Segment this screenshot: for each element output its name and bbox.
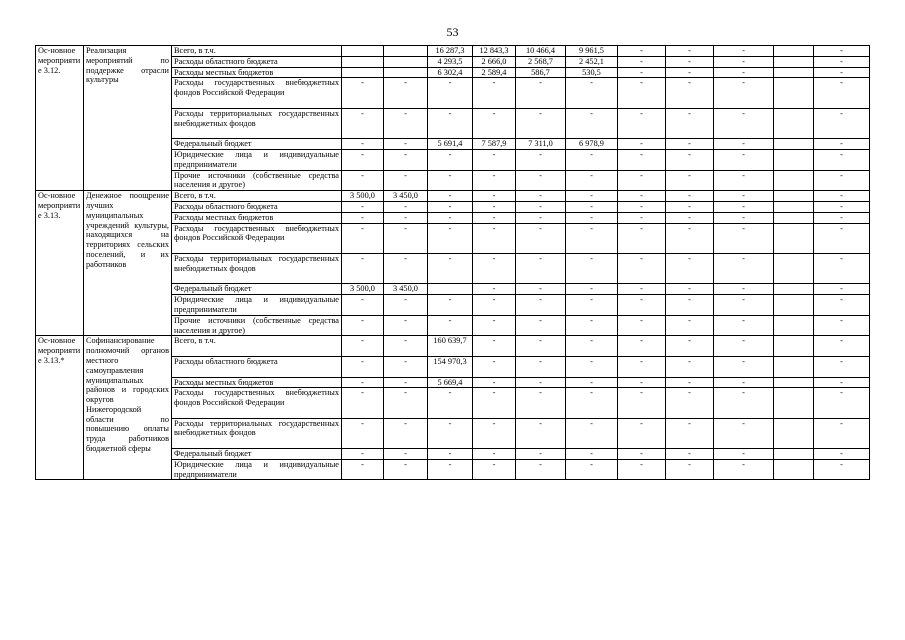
value-cell: -	[618, 78, 666, 108]
value-cell	[774, 295, 814, 316]
value-cell: -	[516, 459, 566, 480]
value-cell: -	[516, 388, 566, 418]
value-cell: -	[618, 418, 666, 448]
value-cell: -	[666, 201, 714, 212]
value-cell: -	[342, 377, 384, 388]
value-cell: -	[714, 170, 774, 191]
value-cell: -	[384, 418, 428, 448]
value-cell: -	[666, 46, 714, 57]
value-cell: -	[516, 336, 566, 357]
value-cell: -	[618, 315, 666, 336]
value-cell: 2 589,4	[473, 67, 516, 78]
value-cell: -	[428, 212, 473, 223]
funding-source: Расходы областного бюджета	[172, 56, 342, 67]
measure-name: Софинансирование полномочий органов местного самоуправления муниципальных районов и городских округов Нижегородской области по повышению оплаты труда работников бюджетной сферы	[84, 336, 172, 480]
value-cell: -	[342, 449, 384, 460]
value-cell: -	[714, 377, 774, 388]
value-cell: -	[384, 78, 428, 108]
value-cell: -	[714, 295, 774, 316]
value-cell	[774, 139, 814, 150]
value-cell: -	[618, 377, 666, 388]
value-cell: -	[342, 336, 384, 357]
value-cell: -	[566, 201, 618, 212]
value-cell	[384, 46, 428, 57]
value-cell: -	[566, 253, 618, 283]
page-number: 53	[446, 25, 459, 39]
value-cell: -	[342, 388, 384, 418]
value-cell: -	[618, 336, 666, 357]
value-cell: -	[384, 108, 428, 138]
value-cell: -	[666, 212, 714, 223]
value-cell: -	[342, 356, 384, 377]
value-cell: -	[814, 139, 870, 150]
value-cell: -	[666, 139, 714, 150]
funding-source: Всего, в т.ч.	[172, 191, 342, 202]
value-cell	[774, 201, 814, 212]
funding-source: Федеральный бюджет	[172, 284, 342, 295]
value-cell: -	[473, 377, 516, 388]
value-cell: 6 978,9	[566, 139, 618, 150]
value-cell: -	[714, 191, 774, 202]
value-cell: -	[618, 223, 666, 253]
value-cell: -	[618, 201, 666, 212]
value-cell: -	[384, 459, 428, 480]
value-cell: -	[384, 356, 428, 377]
value-cell: -	[566, 284, 618, 295]
value-cell: -	[516, 223, 566, 253]
value-cell: -	[618, 284, 666, 295]
budget-table-body	[36, 46, 870, 480]
value-cell: 2 452,1	[566, 56, 618, 67]
value-cell	[774, 449, 814, 460]
funding-source: Расходы территориальных государственных внебюджетных фондов	[172, 253, 342, 283]
value-cell: -	[428, 201, 473, 212]
value-cell: -	[342, 315, 384, 336]
value-cell: -	[566, 212, 618, 223]
value-cell: -	[714, 459, 774, 480]
value-cell: -	[666, 377, 714, 388]
value-cell: -	[516, 201, 566, 212]
value-cell: -	[618, 212, 666, 223]
value-cell: -	[814, 459, 870, 480]
value-cell: -	[618, 149, 666, 170]
value-cell: -	[384, 223, 428, 253]
value-cell: -	[618, 449, 666, 460]
value-cell: -	[473, 253, 516, 283]
value-cell: -	[666, 418, 714, 448]
value-cell: -	[814, 253, 870, 283]
value-cell: -	[516, 449, 566, 460]
value-cell	[774, 191, 814, 202]
value-cell: -	[618, 108, 666, 138]
value-cell: 530,5	[566, 67, 618, 78]
value-cell: -	[473, 295, 516, 316]
value-cell: -	[618, 67, 666, 78]
value-cell	[774, 336, 814, 357]
value-cell	[774, 418, 814, 448]
funding-source: Расходы государственных внебюджетных фондов Российской Федерации	[172, 388, 342, 418]
value-cell: -	[428, 315, 473, 336]
value-cell: -	[473, 201, 516, 212]
value-cell	[774, 459, 814, 480]
value-cell: -	[714, 223, 774, 253]
value-cell: 154 970,3	[428, 356, 473, 377]
value-cell: -	[666, 284, 714, 295]
value-cell	[774, 377, 814, 388]
value-cell	[384, 67, 428, 78]
value-cell: -	[566, 108, 618, 138]
value-cell: -	[384, 315, 428, 336]
value-cell: -	[666, 315, 714, 336]
value-cell: -	[428, 223, 473, 253]
value-cell: -	[814, 149, 870, 170]
value-cell: -	[666, 149, 714, 170]
value-cell: -	[814, 67, 870, 78]
value-cell	[342, 67, 384, 78]
value-cell: -	[618, 459, 666, 480]
value-cell: -	[342, 418, 384, 448]
value-cell: -	[473, 336, 516, 357]
value-cell: 4 293,5	[428, 56, 473, 67]
table-row	[36, 191, 870, 202]
value-cell	[774, 212, 814, 223]
value-cell: -	[618, 56, 666, 67]
funding-source: Расходы территориальных государственных внебюджетных фондов	[172, 418, 342, 448]
value-cell: -	[384, 139, 428, 150]
funding-source: Прочие источники (собственные средства населения и другое)	[172, 170, 342, 191]
value-cell: -	[384, 170, 428, 191]
measure-code: Ос-новное мероприятие 3.13.*	[36, 336, 84, 480]
value-cell: -	[516, 212, 566, 223]
value-cell: -	[473, 108, 516, 138]
value-cell: 3 500,0	[342, 191, 384, 202]
value-cell: -	[814, 315, 870, 336]
value-cell: -	[714, 56, 774, 67]
value-cell: -	[618, 295, 666, 316]
value-cell: 9 961,5	[566, 46, 618, 57]
funding-source: Расходы территориальных государственных внебюджетных фондов	[172, 108, 342, 138]
value-cell: -	[566, 356, 618, 377]
funding-source: Юридические лица и индивидуальные предприниматели	[172, 295, 342, 316]
value-cell: 3 450,0	[384, 191, 428, 202]
value-cell: -	[566, 315, 618, 336]
value-cell	[342, 56, 384, 67]
value-cell: -	[516, 108, 566, 138]
value-cell	[774, 56, 814, 67]
value-cell: -	[516, 315, 566, 336]
funding-source: Федеральный бюджет	[172, 139, 342, 150]
value-cell: -	[342, 108, 384, 138]
value-cell: -	[566, 459, 618, 480]
value-cell: -	[814, 201, 870, 212]
value-cell: -	[814, 418, 870, 448]
value-cell	[774, 108, 814, 138]
budget-table	[35, 45, 870, 480]
value-cell: -	[516, 170, 566, 191]
value-cell: -	[473, 449, 516, 460]
value-cell: -	[666, 223, 714, 253]
value-cell: -	[666, 56, 714, 67]
value-cell: -	[814, 336, 870, 357]
value-cell: -	[566, 149, 618, 170]
value-cell: -	[714, 201, 774, 212]
value-cell	[774, 223, 814, 253]
funding-source: Прочие источники (собственные средства населения и другое)	[172, 315, 342, 336]
value-cell: -	[714, 139, 774, 150]
funding-source: Расходы местных бюджетов	[172, 377, 342, 388]
value-cell: -	[814, 212, 870, 223]
value-cell: -	[342, 139, 384, 150]
value-cell	[428, 284, 473, 295]
value-cell: -	[473, 149, 516, 170]
funding-source: Расходы областного бюджета	[172, 356, 342, 377]
value-cell: -	[473, 284, 516, 295]
value-cell: -	[428, 149, 473, 170]
value-cell: -	[473, 356, 516, 377]
value-cell: -	[714, 284, 774, 295]
value-cell: -	[714, 212, 774, 223]
value-cell	[774, 170, 814, 191]
funding-source: Федеральный бюджет	[172, 449, 342, 460]
value-cell: -	[342, 212, 384, 223]
value-cell: -	[473, 388, 516, 418]
value-cell: -	[666, 67, 714, 78]
value-cell: -	[428, 191, 473, 202]
value-cell: -	[714, 388, 774, 418]
value-cell: -	[473, 418, 516, 448]
value-cell: -	[666, 459, 714, 480]
value-cell: -	[428, 78, 473, 108]
value-cell: -	[666, 108, 714, 138]
value-cell: -	[473, 459, 516, 480]
value-cell: -	[473, 78, 516, 108]
value-cell	[774, 315, 814, 336]
value-cell: -	[566, 449, 618, 460]
value-cell: -	[814, 108, 870, 138]
value-cell: -	[428, 449, 473, 460]
value-cell	[774, 284, 814, 295]
value-cell: 160 639,7	[428, 336, 473, 357]
value-cell: -	[714, 67, 774, 78]
value-cell: -	[566, 377, 618, 388]
value-cell: -	[566, 295, 618, 316]
funding-source: Всего, в т.ч.	[172, 336, 342, 357]
value-cell: -	[566, 223, 618, 253]
value-cell: -	[666, 170, 714, 191]
value-cell: -	[666, 295, 714, 316]
value-cell: -	[814, 78, 870, 108]
value-cell: -	[384, 295, 428, 316]
value-cell: 16 287,3	[428, 46, 473, 57]
value-cell: -	[814, 170, 870, 191]
value-cell: -	[714, 78, 774, 108]
value-cell	[342, 46, 384, 57]
value-cell: -	[384, 253, 428, 283]
value-cell: -	[342, 459, 384, 480]
value-cell: -	[516, 78, 566, 108]
value-cell: 7 311,0	[516, 139, 566, 150]
value-cell: 3 450,0	[384, 284, 428, 295]
value-cell: -	[473, 212, 516, 223]
value-cell	[774, 78, 814, 108]
funding-source: Расходы государственных внебюджетных фондов Российской Федерации	[172, 223, 342, 253]
value-cell: -	[618, 356, 666, 377]
value-cell: -	[342, 201, 384, 212]
value-cell: -	[666, 449, 714, 460]
value-cell: -	[666, 336, 714, 357]
value-cell: -	[428, 108, 473, 138]
value-cell: -	[384, 212, 428, 223]
value-cell: -	[342, 149, 384, 170]
value-cell: -	[714, 418, 774, 448]
value-cell: 3 500,0	[342, 284, 384, 295]
value-cell: -	[666, 253, 714, 283]
funding-source: Юридические лица и индивидуальные предприниматели	[172, 149, 342, 170]
value-cell: -	[814, 388, 870, 418]
value-cell: -	[666, 78, 714, 108]
value-cell	[774, 253, 814, 283]
value-cell: -	[618, 191, 666, 202]
value-cell: -	[384, 377, 428, 388]
value-cell: -	[516, 377, 566, 388]
value-cell: 2 666,0	[473, 56, 516, 67]
value-cell: -	[618, 139, 666, 150]
value-cell: -	[566, 78, 618, 108]
value-cell: -	[714, 356, 774, 377]
value-cell: -	[666, 191, 714, 202]
funding-source: Всего, в т.ч.	[172, 46, 342, 57]
value-cell: -	[516, 284, 566, 295]
value-cell: -	[814, 356, 870, 377]
value-cell: -	[714, 315, 774, 336]
value-cell: -	[814, 56, 870, 67]
value-cell: -	[666, 388, 714, 418]
value-cell: 5 669,4	[428, 377, 473, 388]
value-cell: -	[814, 223, 870, 253]
value-cell: -	[342, 223, 384, 253]
value-cell: 586,7	[516, 67, 566, 78]
value-cell: -	[428, 170, 473, 191]
value-cell: -	[516, 356, 566, 377]
value-cell: -	[814, 284, 870, 295]
value-cell: -	[814, 295, 870, 316]
value-cell: -	[516, 295, 566, 316]
value-cell: -	[473, 191, 516, 202]
value-cell: -	[666, 356, 714, 377]
value-cell	[774, 149, 814, 170]
value-cell: -	[516, 418, 566, 448]
value-cell: -	[714, 108, 774, 138]
value-cell: 2 568,7	[516, 56, 566, 67]
value-cell: -	[516, 149, 566, 170]
value-cell: -	[714, 46, 774, 57]
value-cell: -	[566, 191, 618, 202]
value-cell: -	[384, 449, 428, 460]
value-cell: -	[618, 46, 666, 57]
value-cell: -	[342, 78, 384, 108]
value-cell: -	[428, 418, 473, 448]
funding-source: Юридические лица и индивидуальные предприниматели	[172, 459, 342, 480]
measure-name: Реализация мероприятий по поддержке отрасли культуры	[84, 46, 172, 191]
value-cell: 6 302,4	[428, 67, 473, 78]
value-cell: 7 587,9	[473, 139, 516, 150]
value-cell: -	[814, 191, 870, 202]
value-cell: -	[473, 170, 516, 191]
value-cell: -	[428, 295, 473, 316]
value-cell: -	[384, 201, 428, 212]
value-cell: -	[428, 388, 473, 418]
measure-name: Денежное поощрение лучших муниципальных учреждений культуры, находящихся на территориях сельских поселений, и их работников	[84, 191, 172, 336]
value-cell: -	[342, 295, 384, 316]
value-cell: -	[714, 449, 774, 460]
value-cell: -	[814, 449, 870, 460]
value-cell: -	[342, 253, 384, 283]
value-cell: -	[473, 315, 516, 336]
table-row	[36, 336, 870, 357]
value-cell: -	[814, 377, 870, 388]
value-cell: -	[342, 170, 384, 191]
value-cell	[384, 56, 428, 67]
value-cell	[774, 356, 814, 377]
value-cell: -	[566, 336, 618, 357]
table-row	[36, 46, 870, 57]
value-cell: -	[814, 46, 870, 57]
value-cell: 5 691,4	[428, 139, 473, 150]
funding-source: Расходы областного бюджета	[172, 201, 342, 212]
value-cell	[774, 388, 814, 418]
value-cell	[774, 46, 814, 57]
value-cell: -	[566, 388, 618, 418]
value-cell: -	[714, 149, 774, 170]
value-cell: -	[618, 170, 666, 191]
value-cell: -	[516, 253, 566, 283]
measure-code: Ос-новное мероприятие 3.12.	[36, 46, 84, 191]
value-cell: 10 466,4	[516, 46, 566, 57]
value-cell: -	[428, 459, 473, 480]
value-cell: -	[384, 388, 428, 418]
funding-source: Расходы местных бюджетов	[172, 67, 342, 78]
value-cell: -	[618, 253, 666, 283]
value-cell: -	[516, 191, 566, 202]
value-cell	[774, 67, 814, 78]
value-cell: -	[714, 336, 774, 357]
value-cell: -	[714, 253, 774, 283]
funding-source: Расходы государственных внебюджетных фондов Российской Федерации	[172, 78, 342, 108]
value-cell: -	[566, 170, 618, 191]
value-cell: -	[566, 418, 618, 448]
value-cell: 12 843,3	[473, 46, 516, 57]
value-cell: -	[384, 336, 428, 357]
value-cell: -	[428, 253, 473, 283]
measure-code: Ос-новное мероприятие 3.13.	[36, 191, 84, 336]
value-cell: -	[384, 149, 428, 170]
value-cell: -	[618, 388, 666, 418]
value-cell: -	[473, 223, 516, 253]
funding-source: Расходы местных бюджетов	[172, 212, 342, 223]
